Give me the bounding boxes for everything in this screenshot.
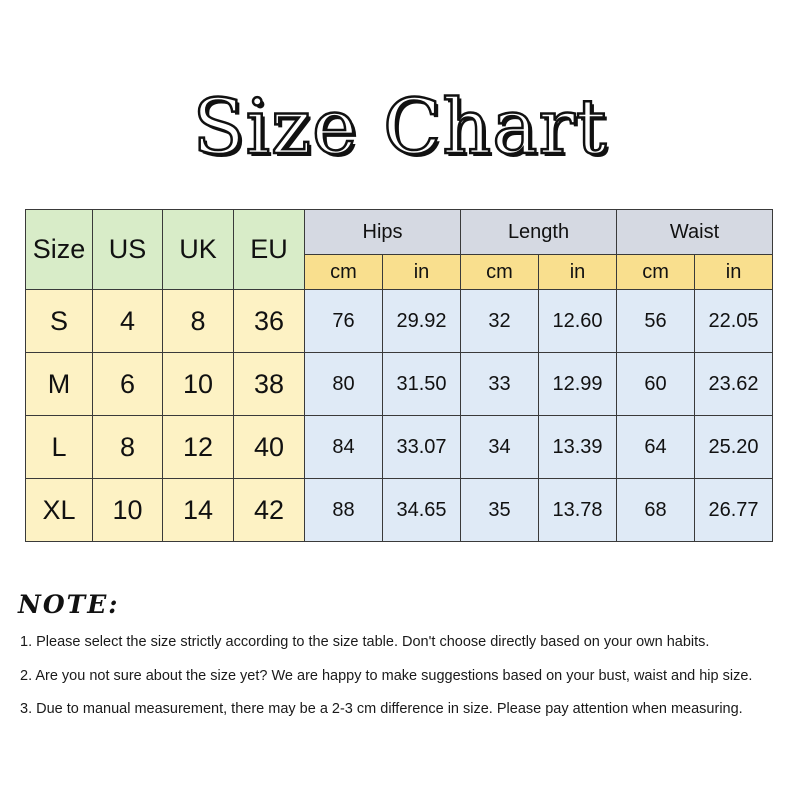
unit-length-in: in: [539, 255, 617, 290]
cell-length-cm: 32: [461, 290, 539, 353]
cell-length-cm: 34: [461, 416, 539, 479]
cell-hips-cm: 80: [305, 353, 383, 416]
cell-size: S: [26, 290, 93, 353]
cell-length-in: 13.39: [539, 416, 617, 479]
cell-hips-cm: 84: [305, 416, 383, 479]
unit-waist-cm: cm: [617, 255, 695, 290]
header-hips: Hips: [305, 210, 461, 255]
note-line: 2. Are you not sure about the size yet? We are happy to make suggestions based on your bust, waist and hip size.: [20, 668, 753, 684]
cell-uk: 8: [163, 290, 234, 353]
header-us: US: [93, 210, 163, 290]
header-eu: EU: [234, 210, 305, 290]
note-line: 3. Due to manual measurement, there may be a 2-3 cm difference in size. Please pay attention when measuring.: [20, 701, 743, 717]
cell-hips-cm: 88: [305, 479, 383, 542]
cell-us: 4: [93, 290, 163, 353]
note-line: 1. Please select the size strictly according to the size table. Don't choose directly based on your own habits.: [20, 634, 710, 650]
size-table: [25, 209, 773, 542]
cell-length-cm: 33: [461, 353, 539, 416]
cell-size: XL: [26, 479, 93, 542]
cell-waist-in: 25.20: [695, 416, 773, 479]
unit-hips-cm: cm: [305, 255, 383, 290]
table-row: [26, 479, 773, 542]
cell-us: 8: [93, 416, 163, 479]
cell-length-in: 13.78: [539, 479, 617, 542]
table-row: [26, 353, 773, 416]
header-waist: Waist: [617, 210, 773, 255]
cell-hips-in: 31.50: [383, 353, 461, 416]
header-length: Length: [461, 210, 617, 255]
unit-waist-in: in: [695, 255, 773, 290]
cell-waist-cm: 56: [617, 290, 695, 353]
table-row: [26, 290, 773, 353]
cell-uk: 10: [163, 353, 234, 416]
cell-eu: 36: [234, 290, 305, 353]
cell-waist-cm: 68: [617, 479, 695, 542]
cell-size: M: [26, 353, 93, 416]
cell-waist-in: 23.62: [695, 353, 773, 416]
cell-waist-in: 26.77: [695, 479, 773, 542]
cell-eu: 42: [234, 479, 305, 542]
cell-hips-in: 29.92: [383, 290, 461, 353]
cell-hips-in: 33.07: [383, 416, 461, 479]
cell-waist-in: 22.05: [695, 290, 773, 353]
cell-uk: 14: [163, 479, 234, 542]
header-size: Size: [26, 210, 93, 290]
cell-waist-cm: 64: [617, 416, 695, 479]
cell-uk: 12: [163, 416, 234, 479]
cell-length-in: 12.60: [539, 290, 617, 353]
page-title: Size Chart: [192, 82, 608, 171]
cell-eu: 38: [234, 353, 305, 416]
cell-size: L: [26, 416, 93, 479]
cell-us: 10: [93, 479, 163, 542]
cell-hips-cm: 76: [305, 290, 383, 353]
cell-us: 6: [93, 353, 163, 416]
cell-waist-cm: 60: [617, 353, 695, 416]
cell-eu: 40: [234, 416, 305, 479]
unit-length-cm: cm: [461, 255, 539, 290]
unit-hips-in: in: [383, 255, 461, 290]
cell-length-in: 12.99: [539, 353, 617, 416]
cell-length-cm: 35: [461, 479, 539, 542]
note-title: NOTE:: [18, 590, 120, 619]
cell-hips-in: 34.65: [383, 479, 461, 542]
header-uk: UK: [163, 210, 234, 290]
table-row: [26, 416, 773, 479]
